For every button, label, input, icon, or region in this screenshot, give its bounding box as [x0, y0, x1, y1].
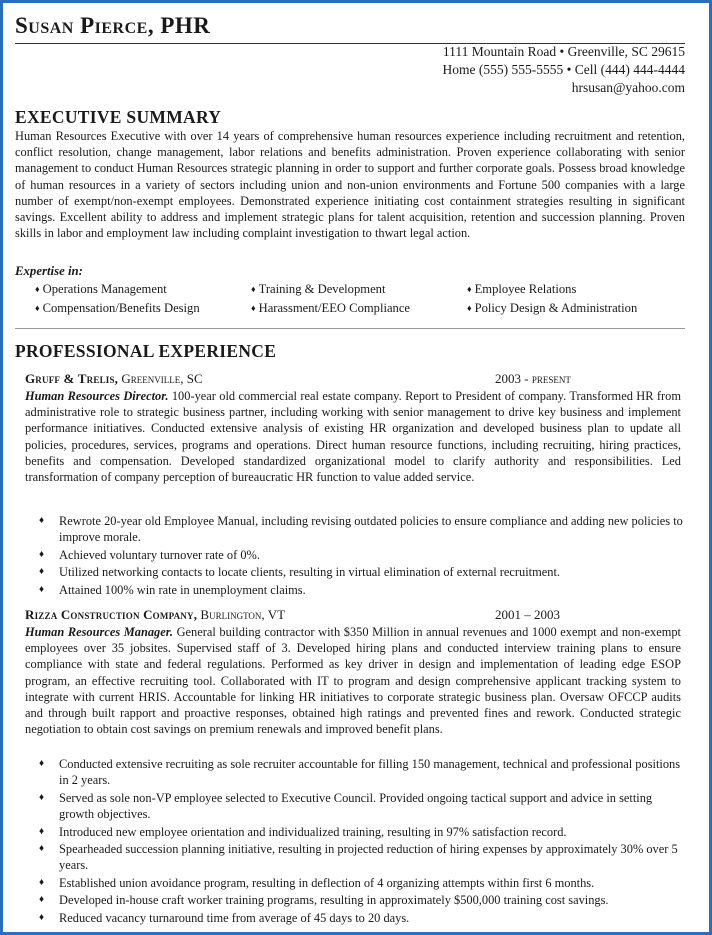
job-bullets	[39, 513, 689, 599]
company-location: Burlington, VT	[200, 607, 286, 622]
list-item: ♦ Reduced vacancy turnaround time from average of 45 days to 20 days.	[39, 910, 410, 925]
job-role: Human Resources Director.	[25, 389, 169, 403]
job-summary: General building contractor with $350 Million in annual revenues and 1000 exempt and non-exempt employees over 35 jobsites. Supervised staff of 3. Developed hiring plans and conducted interview training plans to ensure compliance with state and federal regulations. Performed as key driver in design and implementation of leading edge ESOP program, an effective recruiting tool. Collaborated with IT to program and design comprehensive applicant tracking system to integrate with current HRIS. Accountable for linking HR initiatives to corporate strategic business plan. Oversaw OFCCP audits and through built rapport and proactive responses, obtained high ratings and prevented fines and rework. Conducted strategic negotiation to obtain cost savings on premium renewals and improved benefit plans.	[25, 625, 682, 737]
contact-phones: Home (555) 555-5555 • Cell (444) 444-4444	[442, 62, 685, 77]
job-role: Human Resources Manager.	[25, 625, 173, 639]
list-item: ♦ Achieved voluntary turnover rate of 0%.	[39, 547, 260, 562]
diamond-bullet-icon: ♦	[39, 876, 45, 888]
diamond-bullet-icon: ♦	[39, 894, 45, 906]
diamond-bullet-icon: ♦	[39, 583, 45, 595]
job-header	[25, 607, 685, 623]
company-name: Gruff & Trelis,	[25, 371, 119, 386]
contact-address: 1111 Mountain Road • Greenville, SC 29615	[442, 44, 685, 59]
expertise-label: Expertise in:	[15, 264, 83, 278]
candidate-name: Susan Pierce, PHR	[15, 13, 211, 38]
expertise-item: ♦ Training & Development	[251, 281, 467, 298]
expertise-item: ♦ Operations Management	[35, 281, 251, 298]
job-dates: 2001 – 2003	[495, 607, 560, 622]
diamond-bullet-icon: ♦	[39, 566, 45, 578]
experience-title: PROFESSIONAL EXPERIENCE	[15, 341, 277, 361]
diamond-bullet-icon: ♦	[39, 911, 45, 923]
diamond-bullet-icon: ♦	[39, 758, 45, 769]
job-header	[25, 371, 685, 387]
list-item: ♦ Established union avoidance program, resulting in deflection of 4 organizing attempts within first 6 months.	[39, 875, 595, 890]
contact-email: hrsusan@yahoo.com	[571, 80, 685, 95]
expertise-list	[35, 281, 685, 317]
summary-text: Human Resources Executive with over 14 years of comprehensive human resources experience including recruitment and retention, conflict resolution, change management, labor relations and benefits administration. Proven experience collaborating with senior management to conduct Human Resources strategic planning in order to support and further corporate goals. Possess broad knowledge of human resources in a variety of sectors including union and non-union environments and Fortune 500 companies with a large number of exempt/non-exempt employees. Demonstrated experience initiating cost containment strategies resulting in significant savings. Excellent ability to address and implement strategic plans for talent acquisition, retention and succession planning. Proven skills in labor and employment law including complaint investigation to thwart legal action.	[15, 129, 685, 241]
list-item: ♦ Conducted extensive recruiting as sole recruiter accountable for filling 150 management, technical and professional positions in 2 years.	[39, 757, 681, 788]
expertise-item: ♦ Compensation/Benefits Design	[35, 300, 251, 317]
expertise-item: ♦ Employee Relations	[467, 281, 685, 298]
company-location: Greenville, SC	[121, 371, 203, 386]
resume-page	[15, 13, 685, 925]
job-dates: 2003 - present	[495, 371, 571, 386]
job-description	[25, 624, 681, 737]
list-item: ♦ Attained 100% win rate in unemployment claims.	[39, 582, 306, 597]
expertise-item: ♦ Policy Design & Administration	[467, 300, 685, 317]
list-item: ♦ Introduced new employee orientation and individualized training, resulting in 97% satisfaction record.	[39, 824, 567, 839]
list-item: ♦ Rewrote 20-year old Employee Manual, including revising outdated policies to ensure compliance and adding new policies to improve morale.	[39, 514, 683, 545]
diamond-bullet-icon: ♦	[39, 843, 45, 855]
contact-block	[443, 43, 685, 97]
diamond-bullet-icon: ♦	[39, 515, 45, 526]
diamond-bullet-icon: ♦	[39, 825, 45, 837]
list-item: ♦ Developed in-house craft worker training programs, resulting in approximately $500,000 training cost savings.	[39, 893, 609, 908]
company-name: Rizza Construction Company,	[25, 607, 198, 622]
list-item: ♦ Spearheaded succession planning initiative, resulting in projected reduction of hiring expenses by approximately 30% over 5 years.	[39, 842, 678, 873]
job-bullets	[39, 756, 689, 927]
list-item: ♦ Utilized networking contacts to locate clients, resulting in virtual elimination of external recruitment.	[39, 565, 560, 580]
job-description	[25, 388, 681, 485]
job-summary: 100-year old commercial real estate company. Report to President of company. Transformed HR from administrative role to strategic business partner, including working with senior management to drive key business and implement performance initiatives. Conducted extensive analysis of existing HR organization and developed business plan to update all policies, procedures, services, programs and operations. Direct human resource functions, including recruiting, hiring practices, benefits and compensation. Developed standardized organizational model to clarify authority and responsibilities. Led transformation of company perception of bureaucratic HR function to value added service.	[25, 389, 681, 485]
section-divider	[15, 328, 685, 329]
diamond-bullet-icon: ♦	[39, 791, 45, 803]
list-item: ♦ Served as sole non-VP employee selected to Executive Council. Provided ongoing tactical support and advice in setting growth objectives.	[39, 790, 653, 822]
expertise-item: ♦ Harassment/EEO Compliance	[251, 300, 467, 317]
summary-title: EXECUTIVE SUMMARY	[15, 107, 222, 127]
diamond-bullet-icon: ♦	[39, 548, 45, 560]
